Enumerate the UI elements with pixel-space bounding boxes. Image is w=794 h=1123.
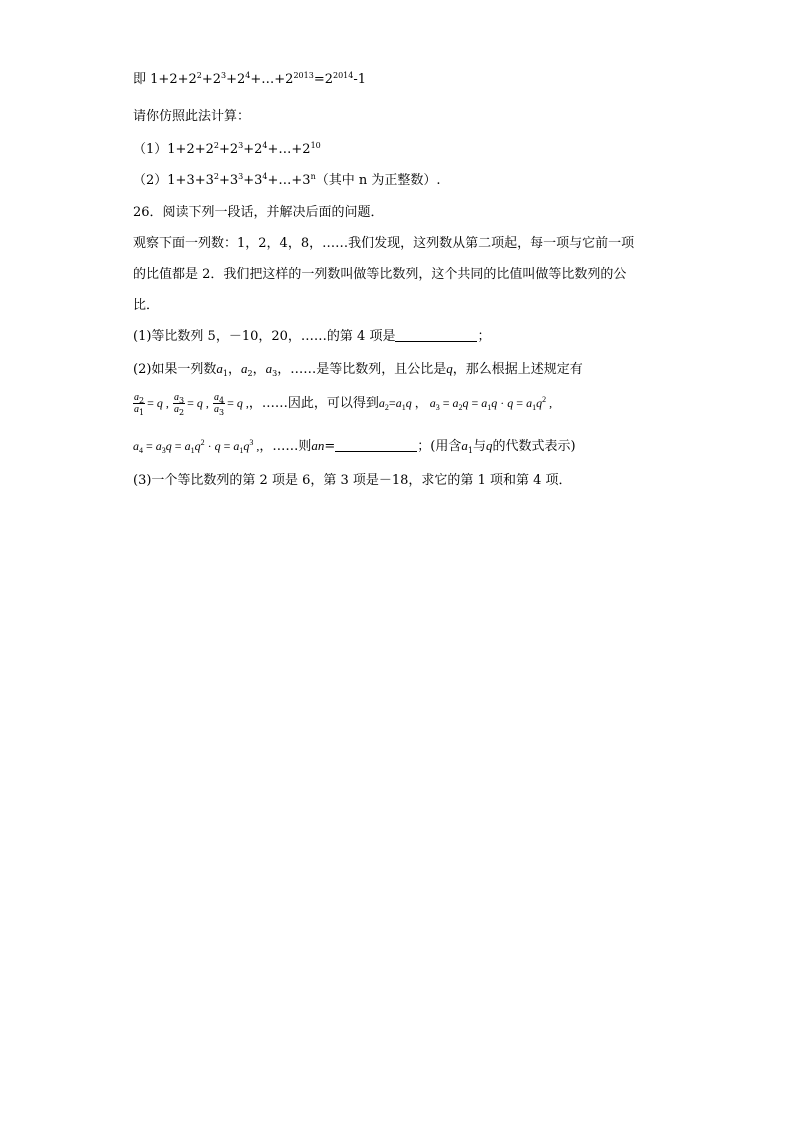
fraction-a3-a2: $\frac{a_3}{a_2}$ bbox=[174, 392, 185, 417]
part-3: (3)一个等比数列的第 2 项是 6，第 3 项是－18，求它的第 1 项和第 4 项． bbox=[133, 473, 572, 488]
line-identity bbox=[133, 71, 366, 89]
identity-formula: $1+2+2^2+2^3+2^4+\dots+2^{2013}=2^{2014}-1$ bbox=[150, 71, 367, 87]
fraction-a2-a1: $\frac{a_2}{a_1}$ bbox=[134, 392, 145, 417]
part-2-text-e: ，……则 bbox=[259, 439, 312, 454]
part-1-text: (1)等比数列 5，－10，20，……的第 4 项是 bbox=[133, 329, 396, 344]
part-2-text-h: 的代数式表示) bbox=[492, 439, 576, 454]
fraction-a4-a3: $\frac{a_4}{a_3}$ bbox=[214, 392, 225, 417]
part-2-line-1: (2)如果一列数$a_1$，$a_2$，$a_3$，……是等比数列，且公比是q，那么根据上述规定有 bbox=[133, 361, 583, 378]
question-26-title: 26．阅读下列一段话，并解决后面的问题． bbox=[133, 205, 384, 220]
sub-question-1: $(1)1+2+2^2+2^3+2^4+\dots+2^{10}$ bbox=[133, 141, 321, 157]
part-2-text-g: 与 bbox=[472, 439, 486, 454]
answer-blank-1[interactable] bbox=[395, 329, 477, 342]
part-1-end: ； bbox=[477, 329, 491, 344]
label-2: （2） bbox=[133, 173, 168, 188]
part-2-line-2: $\frac{a_2}{a_1}$ = q , $\frac{a_3}{a_2}$ = q , $\frac{a_4}{a_3}$ = q ,，……因此，可以得到$a_2=a_1q$ ， $a_3 = a_2q = a_1q \cdot q = a_1q^2$ , bbox=[134, 392, 553, 417]
prefix-text: 即 bbox=[133, 72, 147, 87]
part-2-text-f: ；(用含 bbox=[417, 439, 462, 454]
part-2-text-d: ，……因此，可以得到 bbox=[248, 396, 379, 411]
label-1: （1） bbox=[133, 142, 168, 157]
paragraph-line-3: 比． bbox=[133, 298, 160, 313]
part-1 bbox=[133, 328, 490, 346]
part-2-line-3: $a_4 = a_3q = a_1q^2 \cdot q = a_1q^3$ ,，……则an= ；(用含$a_1$与q的代数式表示) bbox=[133, 438, 576, 455]
instruction-text: 请你仿照此法计算： bbox=[133, 109, 251, 124]
part-2-text-b: 是等比数列，且公比是 bbox=[316, 362, 447, 377]
paragraph-line-1: 观察下面一列数：1，2，4，8，……我们发现，这列数从第二项起，每一项与它前一项 bbox=[133, 236, 635, 251]
sub-question-2: $(2)1+3+3^2+3^3+3^4+\dots+3^n$（其中 n 为正整数）. bbox=[133, 172, 441, 188]
tail-text: （其中 n 为正整数）. bbox=[315, 173, 441, 188]
part-2-text-c: ，那么根据上述规定有 bbox=[452, 362, 583, 377]
part-2-text-a: (2)如果一列数 bbox=[133, 362, 217, 377]
paragraph-line-2: 的比值都是 2．我们把这样的一列数叫做等比数列，这个共同的比值叫做等比数列的公 bbox=[133, 267, 627, 282]
answer-blank-2[interactable] bbox=[335, 439, 417, 452]
